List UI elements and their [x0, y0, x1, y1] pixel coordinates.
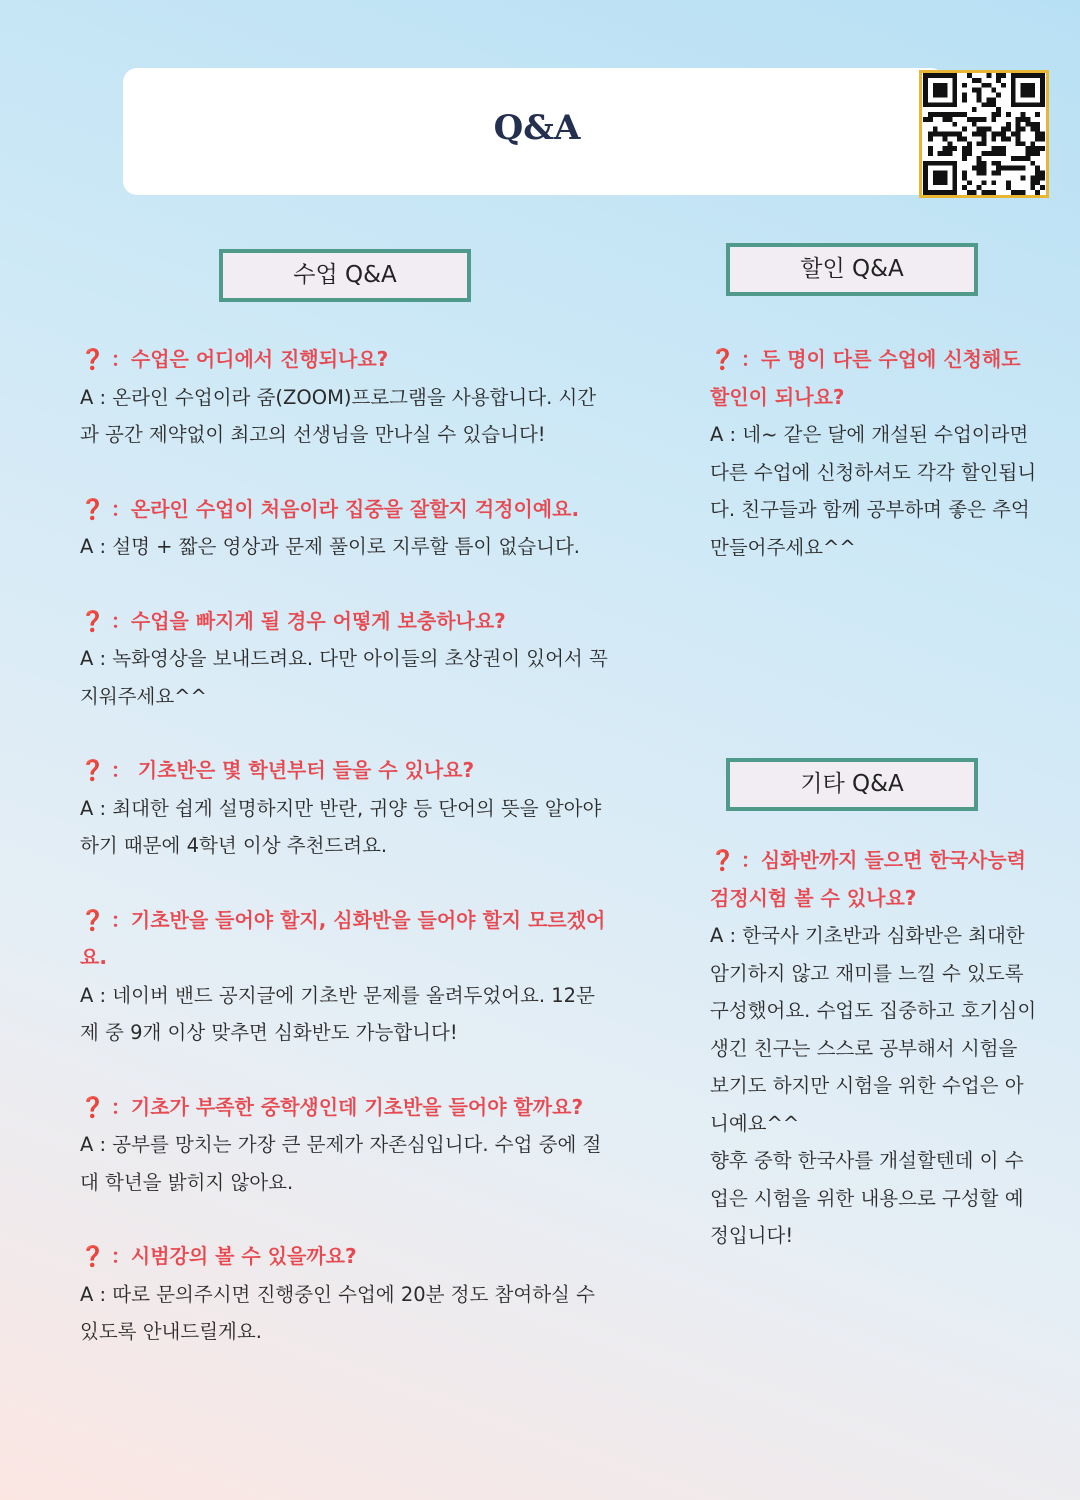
question-icon: ❓ — [80, 907, 105, 932]
qa-item — [80, 491, 610, 566]
question-row — [80, 902, 610, 977]
answer-text: A : 온라인 수업이라 줌(ZOOM)프로그램을 사용합니다. 시간과 공간 제약없이 최고의 선생님을 만나실 수 있습니다! — [80, 385, 597, 446]
section-label-discount: 할인 Q&A — [800, 256, 904, 282]
question-icon: ❓ — [80, 608, 105, 633]
question-row — [710, 842, 1040, 917]
section-header-discount — [726, 243, 978, 296]
qa-item — [710, 341, 1040, 566]
question-icon: ❓ — [80, 347, 105, 371]
qa-item — [80, 341, 610, 454]
qa-item — [80, 603, 610, 716]
question-icon: ❓ — [80, 1244, 105, 1268]
answer-text: A : 녹화영상을 보내드려요. 다만 아이들의 초상권이 있어서 꼭 지워주세요^^ — [80, 647, 608, 708]
qa-item — [710, 842, 1040, 1255]
question-row — [80, 491, 610, 529]
question-text: ：심화반까지 들으면 한국사능력검정시험 볼 수 있나요? — [710, 848, 1026, 910]
qa-item — [80, 1089, 610, 1202]
question-row — [80, 603, 610, 641]
answer-note: 향후 중학 한국사를 개설할텐데 이 수업은 시험을 위한 내용으로 구성할 예정입니다! — [710, 1149, 1024, 1247]
question-row — [80, 1089, 610, 1127]
question-text: ： 기초반은 몇 학년부터 들을 수 있나요? — [110, 758, 475, 782]
class-qa-list — [80, 341, 610, 1351]
question-text: ：수업을 빠지게 될 경우 어떻게 보충하나요? — [110, 608, 506, 633]
question-icon: ❓ — [80, 758, 105, 782]
other-qa-list — [710, 842, 1040, 1255]
answer-text: A : 따로 문의주시면 진행중인 수업에 20분 정도 참여하실 수 있도록 안내드릴게요. — [80, 1282, 595, 1343]
answer-text: A : 네이버 밴드 공지글에 기초반 문제를 올려두었어요. 12문제 중 9개 이상 맞추면 심화반도 가능합니다! — [80, 983, 595, 1044]
section-header-class — [219, 249, 471, 302]
answer-text: A : 설명 + 짧은 영상과 문제 풀이로 지루할 틈이 없습니다. — [80, 535, 581, 558]
question-text: ：기초반을 들어야 할지, 심화반을 들어야 할지 모르겠어요. — [80, 907, 606, 969]
qr-code-graphic — [922, 73, 1046, 195]
section-label-class: 수업 Q&A — [293, 262, 397, 288]
question-text: ：시범강의 볼 수 있을까요? — [110, 1244, 357, 1268]
discount-qa-list — [710, 341, 1040, 566]
answer-text: A : 최대한 쉽게 설명하지만 반란, 귀양 등 단어의 뜻을 알아야 하기 때문에 4학년 이상 추천드려요. — [80, 796, 602, 857]
page-title: Q&A — [493, 108, 581, 148]
question-text: ：수업은 어디에서 진행되나요? — [110, 347, 389, 371]
question-icon: ❓ — [80, 496, 105, 521]
question-row — [80, 341, 610, 379]
question-row — [710, 341, 1040, 416]
question-text: ：기초가 부족한 중학생인데 기초반을 들어야 할까요? — [110, 1094, 584, 1119]
question-icon: ❓ — [710, 848, 735, 872]
question-text: ：온라인 수업이 처음이라 집중을 잘할지 걱정이예요. — [110, 496, 580, 521]
qr-code-icon[interactable] — [919, 70, 1049, 198]
answer-text: A : 공부를 망치는 가장 큰 문제가 자존심입니다. 수업 중에 절대 학년을 밝히지 않아요. — [80, 1133, 602, 1194]
qa-item — [80, 902, 610, 1052]
section-label-other: 기타 Q&A — [800, 771, 904, 797]
answer-text: A : 한국사 기초반과 심화반은 최대한 암기하지 않고 재미를 느낄 수 있도록 구성했어요. 수업도 집중하고 호기심이 생긴 친구는 스스로 공부해서 시험을 보기도 하지만 시험을 위한 수업은 아니예요^^ — [710, 924, 1037, 1135]
question-icon: ❓ — [710, 347, 735, 371]
question-row — [80, 752, 610, 790]
question-row — [80, 1238, 610, 1276]
section-header-other — [726, 758, 978, 811]
qa-item — [80, 752, 610, 865]
question-icon: ❓ — [80, 1094, 105, 1119]
question-text: ：두 명이 다른 수업에 신청해도 할인이 되나요? — [710, 347, 1021, 409]
qa-item — [80, 1238, 610, 1351]
answer-text: A : 네~ 같은 달에 개설된 수업이라면 다른 수업에 신청하셔도 각각 할인됩니다. 친구들과 함께 공부하며 좋은 추억 만들어주세요^^ — [710, 423, 1037, 559]
